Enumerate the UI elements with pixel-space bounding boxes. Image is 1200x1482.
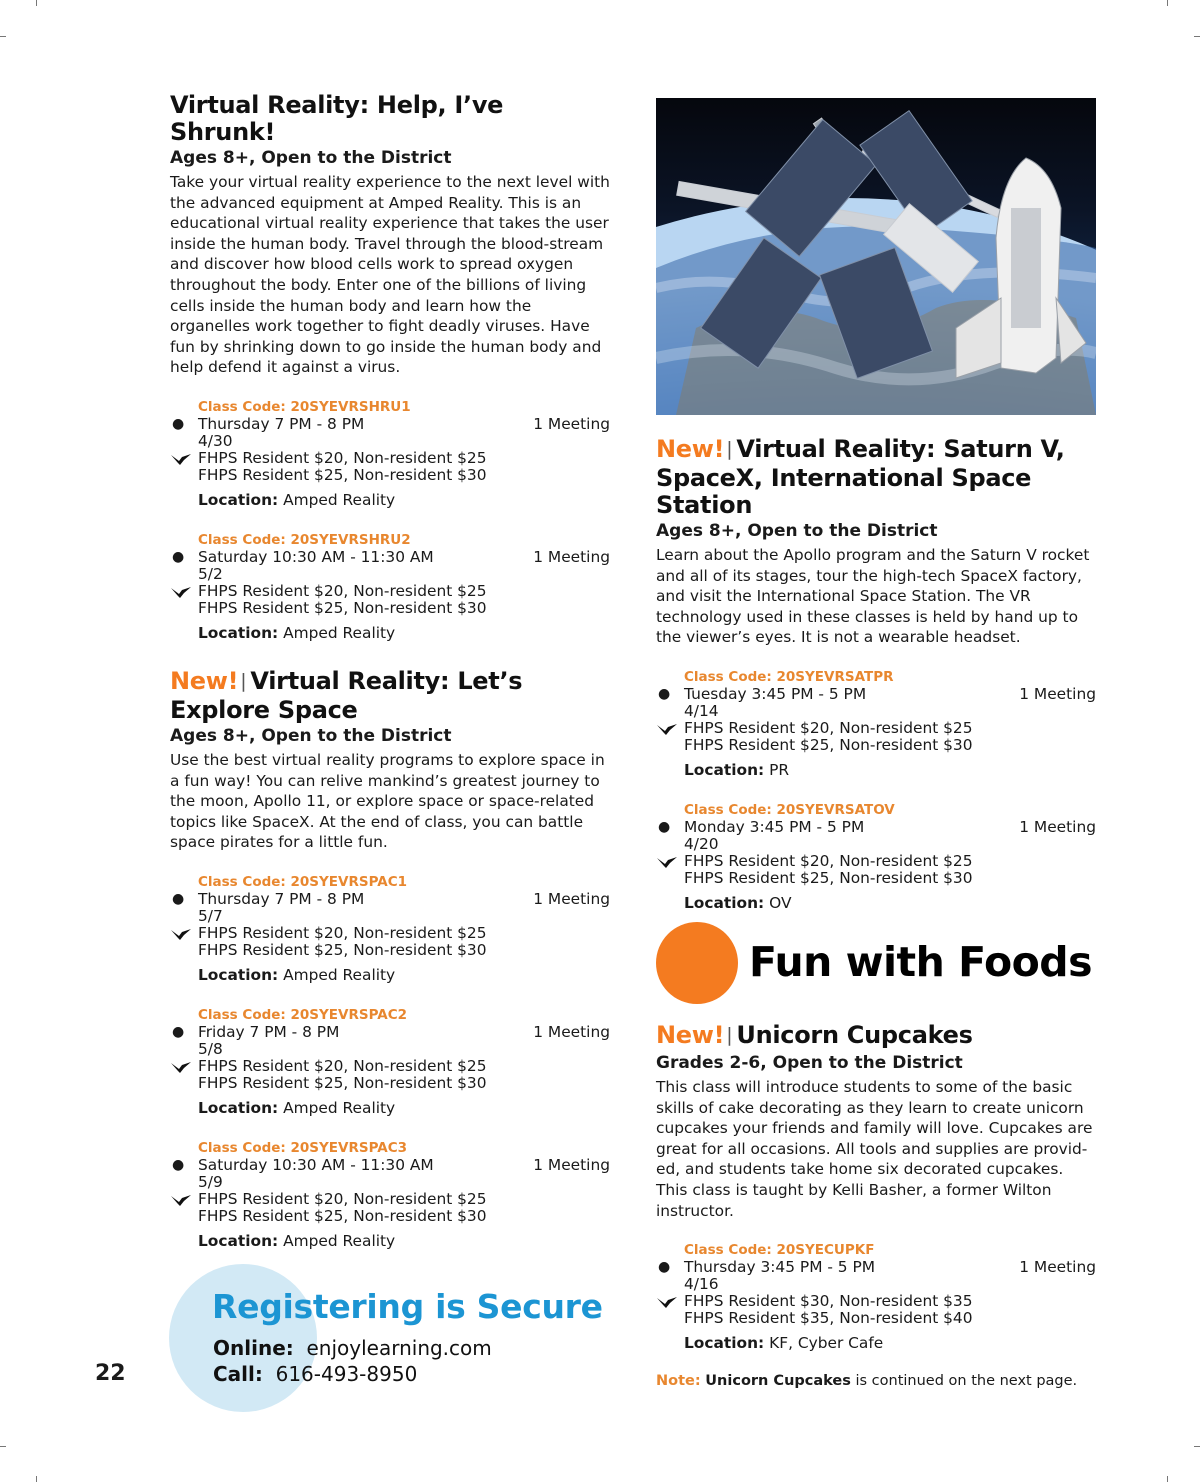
crop-mark (36, 0, 37, 6)
bird-icon (170, 586, 192, 598)
meeting-count: 1 Meeting (533, 1022, 610, 1041)
page-number: 22 (95, 1361, 126, 1386)
price-row: FHPS Resident $20, Non-resident $25 (170, 450, 610, 467)
location: Location: Amped Reality (198, 490, 396, 509)
continued-note: Note: Unicorn Cupcakes is continued on the next page. (656, 1373, 1078, 1390)
class-code: Class Code: 20SYEVRSPAC2 (198, 1006, 407, 1023)
space-station-illustration (656, 98, 1096, 415)
date-row: 4/30 (198, 431, 233, 450)
location: Location: Amped Reality (198, 965, 396, 984)
registration-website[interactable]: enjoylearning.com (306, 1336, 492, 1360)
course-ages: Ages 8+, Open to the District (170, 725, 452, 746)
course-title: New! | Virtual Reality: Let’s Explore Space (170, 666, 523, 724)
schedule-row: ● Monday 3:45 PM - 5 PM 1 Meeting (658, 817, 1096, 836)
location: Location: PR (684, 760, 790, 779)
price-row: FHPS Resident $20, Non-resident $25 (170, 925, 610, 942)
bird-icon (656, 856, 678, 868)
space-station-image (656, 98, 1096, 415)
class-code: Class Code: 20SYEVRSPAC1 (198, 873, 407, 890)
right-column (656, 436, 1096, 912)
class-section (656, 801, 1096, 912)
schedule-row: ● Saturday 10:30 AM - 11:30 AM 1 Meeting (172, 1155, 610, 1174)
schedule-row: ● Tuesday 3:45 PM - 5 PM 1 Meeting (658, 684, 1096, 703)
price-row: FHPS Resident $20, Non-resident $25 (170, 1191, 610, 1208)
meeting-count: 1 Meeting (1019, 817, 1096, 836)
schedule-row: ● Saturday 10:30 AM - 11:30 AM 1 Meeting (172, 547, 610, 566)
crop-mark (36, 1476, 37, 1482)
meeting-count: 1 Meeting (533, 1155, 610, 1174)
price-row: FHPS Resident $20, Non-resident $25 (170, 583, 610, 600)
schedule-row: ● Thursday 3:45 PM - 5 PM 1 Meeting (658, 1258, 1096, 1277)
class-section (170, 398, 610, 509)
price-row: FHPS Resident $35, Non-resident $40 (684, 1309, 973, 1328)
location: Location: Amped Reality (198, 623, 396, 642)
course-title: New! | Virtual Reality: Saturn V, SpaceX, International Space Station (656, 435, 1065, 519)
class-section (656, 668, 1096, 779)
bullet-icon: ● (658, 818, 671, 835)
course-vr-explore-space (170, 668, 610, 1250)
bird-icon (170, 1061, 192, 1073)
price-row: FHPS Resident $25, Non-resident $30 (198, 598, 487, 617)
bullet-icon: ● (658, 685, 671, 702)
course-unicorn-cupcakes (656, 1022, 1096, 1352)
bullet-icon: ● (172, 1156, 185, 1173)
date-row: 4/20 (684, 834, 719, 853)
schedule-row: ● Thursday 7 PM - 8 PM 1 Meeting (172, 414, 610, 433)
course-description: This class will introduce students to some of the basic skills of cake decorating as they learn to create unicorn cupcakes your friends and family will love. Cupcakes are great for all occasions. All tools and supplies are provid-ed, and students take home six decorated cupcakes. This class is taught by Kelli Basher, a former Wilton instructor. (656, 1078, 1093, 1220)
class-section (170, 873, 610, 984)
orange-circle-icon (656, 922, 738, 1004)
course-description: Take your virtual reality experience to the next level with the advanced equipment at Amped Reality. This is an educational virtual reality experience that takes the user inside the human body. Travel through the blood-stream and discover how blood cells work to spread oxygen throughout the body. Enter one of the billions of living cells inside the human body and learn how the organelles work together to fight deadly viruses. Have fun by shrinking down to go inside the human body and help defend it against a virus. (170, 173, 610, 377)
new-badge: New! (656, 1021, 725, 1049)
bullet-icon: ● (172, 1023, 185, 1040)
course-title: Virtual Reality: Help, I’ve Shrunk! (170, 91, 504, 146)
foods-column (656, 1022, 1096, 1390)
bird-icon (170, 928, 192, 940)
crop-mark (0, 36, 6, 37)
class-section (656, 1241, 1096, 1352)
schedule-row: ● Friday 7 PM - 8 PM 1 Meeting (172, 1022, 610, 1041)
new-badge: New! (170, 666, 239, 695)
class-section (170, 1006, 610, 1117)
price-row: FHPS Resident $30, Non-resident $35 (656, 1293, 1096, 1310)
location: Location: KF, Cyber Cafe (684, 1334, 884, 1353)
meeting-count: 1 Meeting (533, 547, 610, 566)
course-vr-shrunk (170, 92, 610, 642)
price-row: FHPS Resident $25, Non-resident $30 (198, 940, 487, 959)
fun-with-foods-heading (656, 922, 1096, 1006)
meeting-count: 1 Meeting (1019, 684, 1096, 703)
course-description: Learn about the Apollo program and the Saturn V rocket and all of its stages, tour the high-tech SpaceX factory, and visit the International Space Station. The VR technology used in these classes is held by hand up to the viewer’s eyes. It is not a wearable headset. (656, 546, 1090, 647)
crop-mark (0, 1446, 6, 1447)
bird-icon (170, 1194, 192, 1206)
price-row: FHPS Resident $20, Non-resident $25 (656, 720, 1096, 737)
date-row: 5/2 (198, 564, 223, 583)
class-code: Class Code: 20SYEVRSATPR (684, 668, 894, 685)
price-row: FHPS Resident $25, Non-resident $30 (684, 735, 973, 754)
location: Location: Amped Reality (198, 1098, 396, 1117)
registration-call: Call: 616-493-8950 (213, 1362, 418, 1386)
bullet-icon: ● (172, 890, 185, 907)
schedule-row: ● Thursday 7 PM - 8 PM 1 Meeting (172, 889, 610, 908)
class-section (170, 531, 610, 642)
bird-icon (656, 723, 678, 735)
class-code: Class Code: 20SYEVRSPAC3 (198, 1139, 407, 1156)
meeting-count: 1 Meeting (533, 889, 610, 908)
date-row: 4/14 (684, 701, 719, 720)
registration-phone[interactable]: 616-493-8950 (275, 1362, 418, 1386)
left-column (170, 92, 610, 1250)
location: Location: OV (684, 893, 792, 912)
class-section (170, 1139, 610, 1250)
bird-icon (170, 453, 192, 465)
class-code: Class Code: 20SYEVRSHRU2 (198, 531, 411, 548)
crop-mark (1194, 36, 1200, 37)
price-row: FHPS Resident $20, Non-resident $25 (656, 853, 1096, 870)
course-title: New! | Unicorn Cupcakes (656, 1021, 973, 1049)
price-row: FHPS Resident $25, Non-resident $30 (684, 868, 973, 887)
bullet-icon: ● (172, 548, 185, 565)
registration-title: Registering is Secure (212, 1287, 603, 1326)
new-badge: New! (656, 435, 725, 463)
crop-mark (1167, 1476, 1168, 1482)
class-code: Class Code: 20SYEVRSHRU1 (198, 398, 411, 415)
location: Location: Amped Reality (198, 1231, 396, 1250)
section-heading: Fun with Foods (749, 938, 1093, 986)
class-code: Class Code: 20SYECUPKF (684, 1242, 875, 1259)
price-row: FHPS Resident $25, Non-resident $30 (198, 1206, 487, 1225)
bullet-icon: ● (658, 1259, 671, 1276)
bird-icon (656, 1296, 678, 1308)
course-vr-saturn (656, 436, 1096, 912)
date-row: 5/8 (198, 1039, 223, 1058)
date-row: 5/9 (198, 1172, 223, 1191)
registration-online: Online: enjoylearning.com (213, 1336, 492, 1360)
price-row: FHPS Resident $25, Non-resident $30 (198, 465, 487, 484)
class-code: Class Code: 20SYEVRSATOV (684, 801, 895, 818)
meeting-count: 1 Meeting (533, 414, 610, 433)
date-row: 5/7 (198, 906, 223, 925)
crop-mark (1194, 1446, 1200, 1447)
course-ages: Ages 8+, Open to the District (656, 521, 938, 541)
meeting-count: 1 Meeting (1019, 1258, 1096, 1277)
course-ages: Grades 2-6, Open to the District (656, 1053, 963, 1073)
price-row: FHPS Resident $20, Non-resident $25 (170, 1058, 610, 1075)
course-ages: Ages 8+, Open to the District (170, 148, 452, 168)
price-row: FHPS Resident $25, Non-resident $30 (198, 1073, 487, 1092)
crop-mark (1167, 0, 1168, 6)
course-description: Use the best virtual reality programs to explore space in a fun way! You can relive mankind’s greatest journey to the moon, Apollo 11, or explore space or space-related topics like SpaceX. At the end of class, you can battle space pirates for a little fun. (170, 750, 605, 852)
bullet-icon: ● (172, 415, 185, 432)
date-row: 4/16 (684, 1275, 719, 1294)
